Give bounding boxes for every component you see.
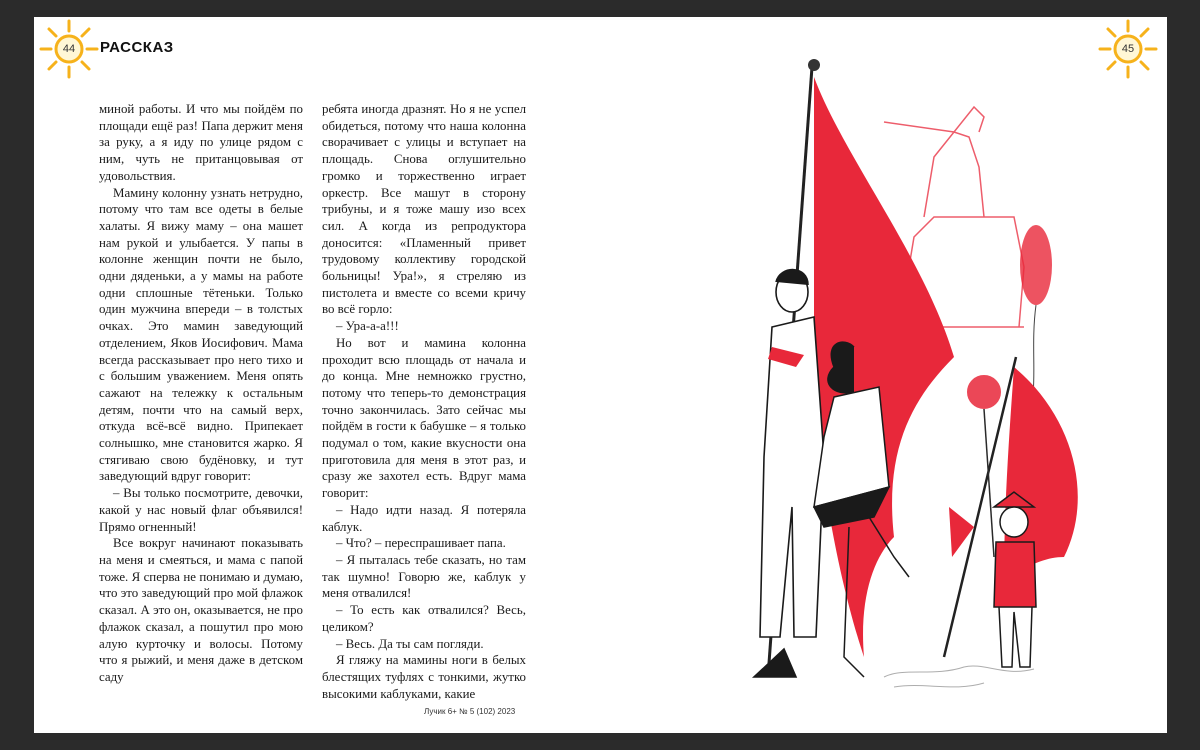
paragraph: ребята иногда дразнят. Но я не успел обидеться, потому что наша колонна сворачивает с улицы и вступает на площадь. Снова оглушительно громко и торжественно играет оркестр. Все машут в сторону трибуны, и я тоже машу изо всех сил. А когда из репродуктора доносится: «Пламенный привет трудовому коллективу городской больницы! Ура!», я стреляю из пистолета и вместе со всеми кричу во всё горло: bbox=[322, 102, 526, 317]
left-page-number: 44 bbox=[62, 43, 76, 55]
paragraph: Все вокруг начинают показывать на меня и смеяться, и мама с папой тоже. Я сперва не понимаю и думаю, что это заведующий про мой флажок сказал. А это он, оказывается, не про флажок сказал, а пошутил про мою алую курточку и волосы. Потому что я рыжий, и меня даже в детском саду bbox=[99, 536, 303, 684]
text-column-right bbox=[322, 101, 526, 702]
paragraph: – Ура-а-а!!! bbox=[336, 319, 399, 334]
paragraph: – Надо идти назад. Я потеряла каблук. bbox=[322, 502, 526, 534]
text-column-left bbox=[99, 101, 303, 686]
balloon bbox=[1020, 225, 1052, 305]
pavement-sketch bbox=[884, 666, 1034, 687]
section-title: РАССКАЗ bbox=[100, 39, 174, 56]
red-flower bbox=[968, 376, 1000, 557]
paragraph: – То есть как отвалился? Весь, целиком? bbox=[322, 603, 526, 634]
paragraph: миной работы. И что мы пойдём по площади ещё раз! Папа держит меня за руку, а я иду по улице рядом с ним, чуть не пританцовывая от удовольствия. bbox=[99, 102, 303, 183]
paragraph: Но вот и мамина колонна проходит всю площадь от начала и до конца. Мне немножко грустно, потому что теперь-то демонстрация точно закончилась. Зато сейчас мы пойдём в гости к бабушке – я только подумал о том, какие вкусности она приготовила для меня в этот раз, и сразу же захотел есть. Вдруг мама говорит: bbox=[322, 335, 526, 501]
paragraph: – Я пыталась тебе сказать, но там так шумно! Говорю же, каблук у меня отвалился! bbox=[322, 552, 526, 601]
parade-illustration bbox=[684, 37, 1084, 697]
paragraph: Мамину колонну узнать нетрудно, потому что там все одеты в белые халаты. Я вижу маму – она машет нам рукой и улыбается. У папы в колонне женщин почти не было, одни дяденьки, а у мамы на работе одни сплошные тётеньки. Только один мужчина впереди – в толстых очках. Это мамин заведующий отделением, Яков Иосифович. Мама всегда рассказывает про него тихо и с большим уважением. Меня опять сажают на тележку к остальным детям, почти что на самый верх, откуда всё-всё видно. Припекает солнышко, мне становится жарко. Я стягиваю свою будёновку, и тут заведующий вдруг говорит: bbox=[99, 185, 303, 484]
paragraph: Я гляжу на мамины ноги в белых блестящих туфлях с тонкими, жутко высокими каблуками, какие bbox=[322, 653, 526, 701]
paragraph: – Весь. Да ты сам погляди. bbox=[336, 636, 484, 651]
issue-footer: Лучик 6+ № 5 (102) 2023 bbox=[424, 707, 516, 716]
right-page-number: 45 bbox=[1121, 43, 1135, 55]
paragraph: – Что? – переспрашивает папа. bbox=[336, 536, 506, 551]
paragraph: – Вы только посмотрите, девочки, какой у нас новый флаг объявился! Прямо огненный! bbox=[99, 486, 303, 534]
father-figure bbox=[754, 270, 824, 677]
magazine-spread bbox=[34, 17, 1167, 733]
